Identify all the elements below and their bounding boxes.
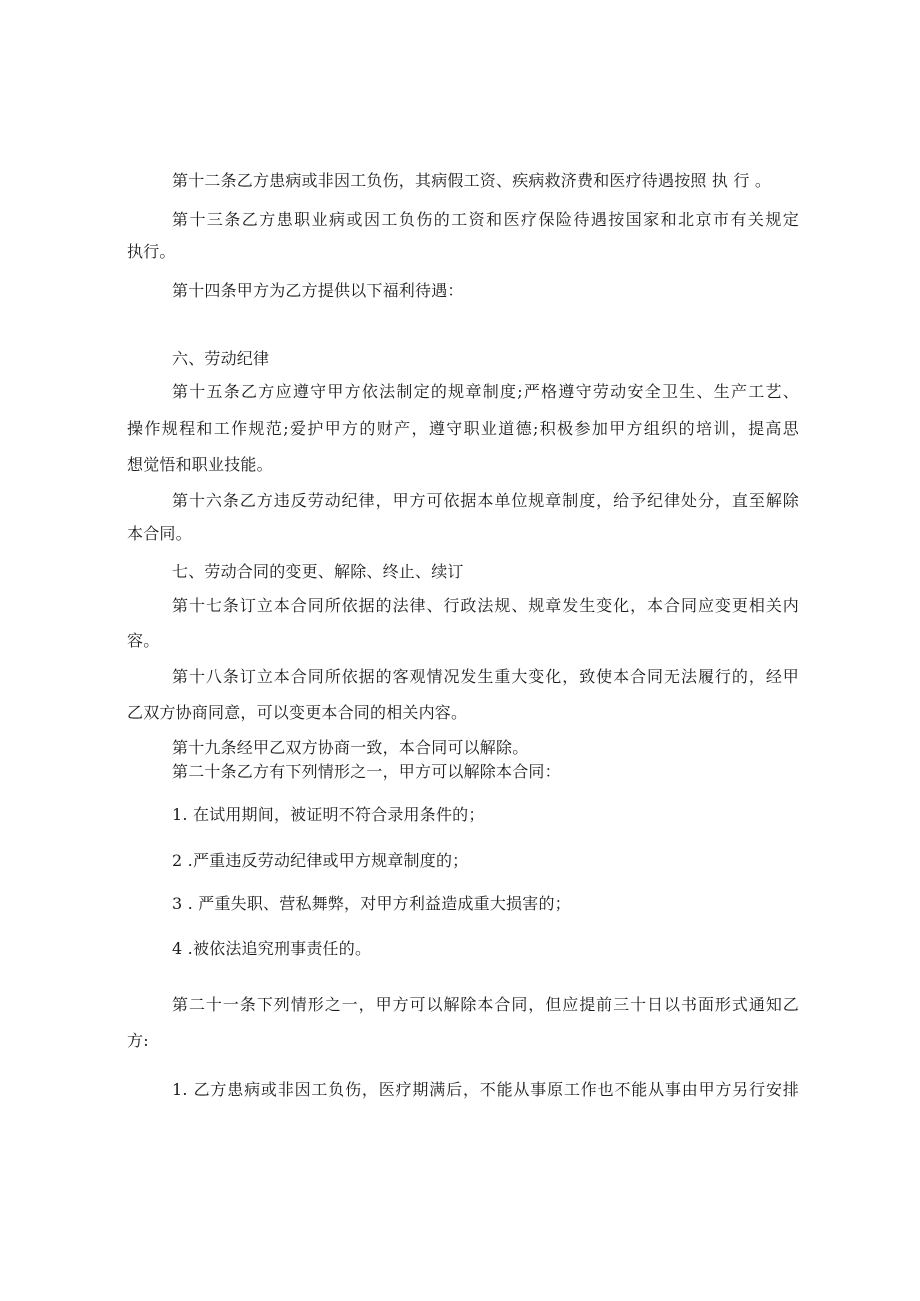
article-20-item-4: 4 .被依法追究刑事责任的。	[172, 939, 372, 958]
article-21-item-1: 1. 乙方患病或非因工负伤，医疗期满后，不能从事原工作也不能从事由甲方另行安排	[172, 1080, 799, 1099]
article-15-line-3: 想觉悟和职业技能。	[127, 455, 273, 474]
article-18-line-1: 第十八条订立本合同所依据的客观情况发生重大变化，致使本合同无法履行的，经甲	[172, 667, 799, 686]
section-6-heading: 六、劳动纪律	[172, 349, 270, 368]
article-16-line-1: 第十六条乙方违反劳动纪律，甲方可依据本单位规章制度，给予纪律处分，直至解除	[172, 491, 799, 510]
article-19: 第十九条经甲乙双方协商一致，本合同可以解除。	[172, 738, 529, 757]
article-20-item-3: 3 . 严重失职、营私舞弊，对甲方利益造成重大损害的；	[172, 894, 571, 913]
article-17-line-1: 第十七条订立本合同所依据的法律、行政法规、规章发生变化，本合同应变更相关内	[172, 596, 799, 615]
article-14: 第十四条甲方为乙方提供以下福利待遇：	[172, 281, 464, 300]
article-12: 第十二条乙方患病或非因工负伤，其病假工资、疾病救济费和医疗待遇按照 执 行 。	[172, 171, 772, 190]
article-16-line-2: 本合同。	[127, 524, 192, 543]
article-15-line-2: 操作规程和工作规范;爱护甲方的财产，遵守职业道德;积极参加甲方组织的培训，提高思	[127, 419, 799, 438]
article-21-line-1: 第二十一条下列情形之一，甲方可以解除本合同，但应提前三十日以书面形式通知乙	[172, 995, 799, 1014]
article-13-line-2: 执行。	[127, 242, 176, 261]
article-15-line-1: 第十五条乙方应遵守甲方依法制定的规章制度;严格遵守劳动安全卫生、生产工艺、	[172, 382, 799, 401]
article-21-line-2: 方:	[127, 1031, 149, 1050]
article-17-line-2: 容。	[127, 631, 160, 650]
article-20-item-2: 2 .严重违反劳动纪律或甲方规章制度的；	[172, 851, 469, 870]
article-18-line-2: 乙双方协商同意，可以变更本合同的相关内容。	[127, 703, 468, 722]
article-13-line-1: 第十三条乙方患职业病或因工负伤的工资和医疗保险待遇按国家和北京市有关规定	[172, 210, 799, 229]
section-7-heading: 七、劳动合同的变更、解除、终止、续订	[172, 562, 464, 581]
article-20: 第二十条乙方有下列情形之一，甲方可以解除本合同：	[172, 762, 561, 781]
article-20-item-1: 1. 在试用期间，被证明不符合录用条件的；	[172, 805, 485, 824]
